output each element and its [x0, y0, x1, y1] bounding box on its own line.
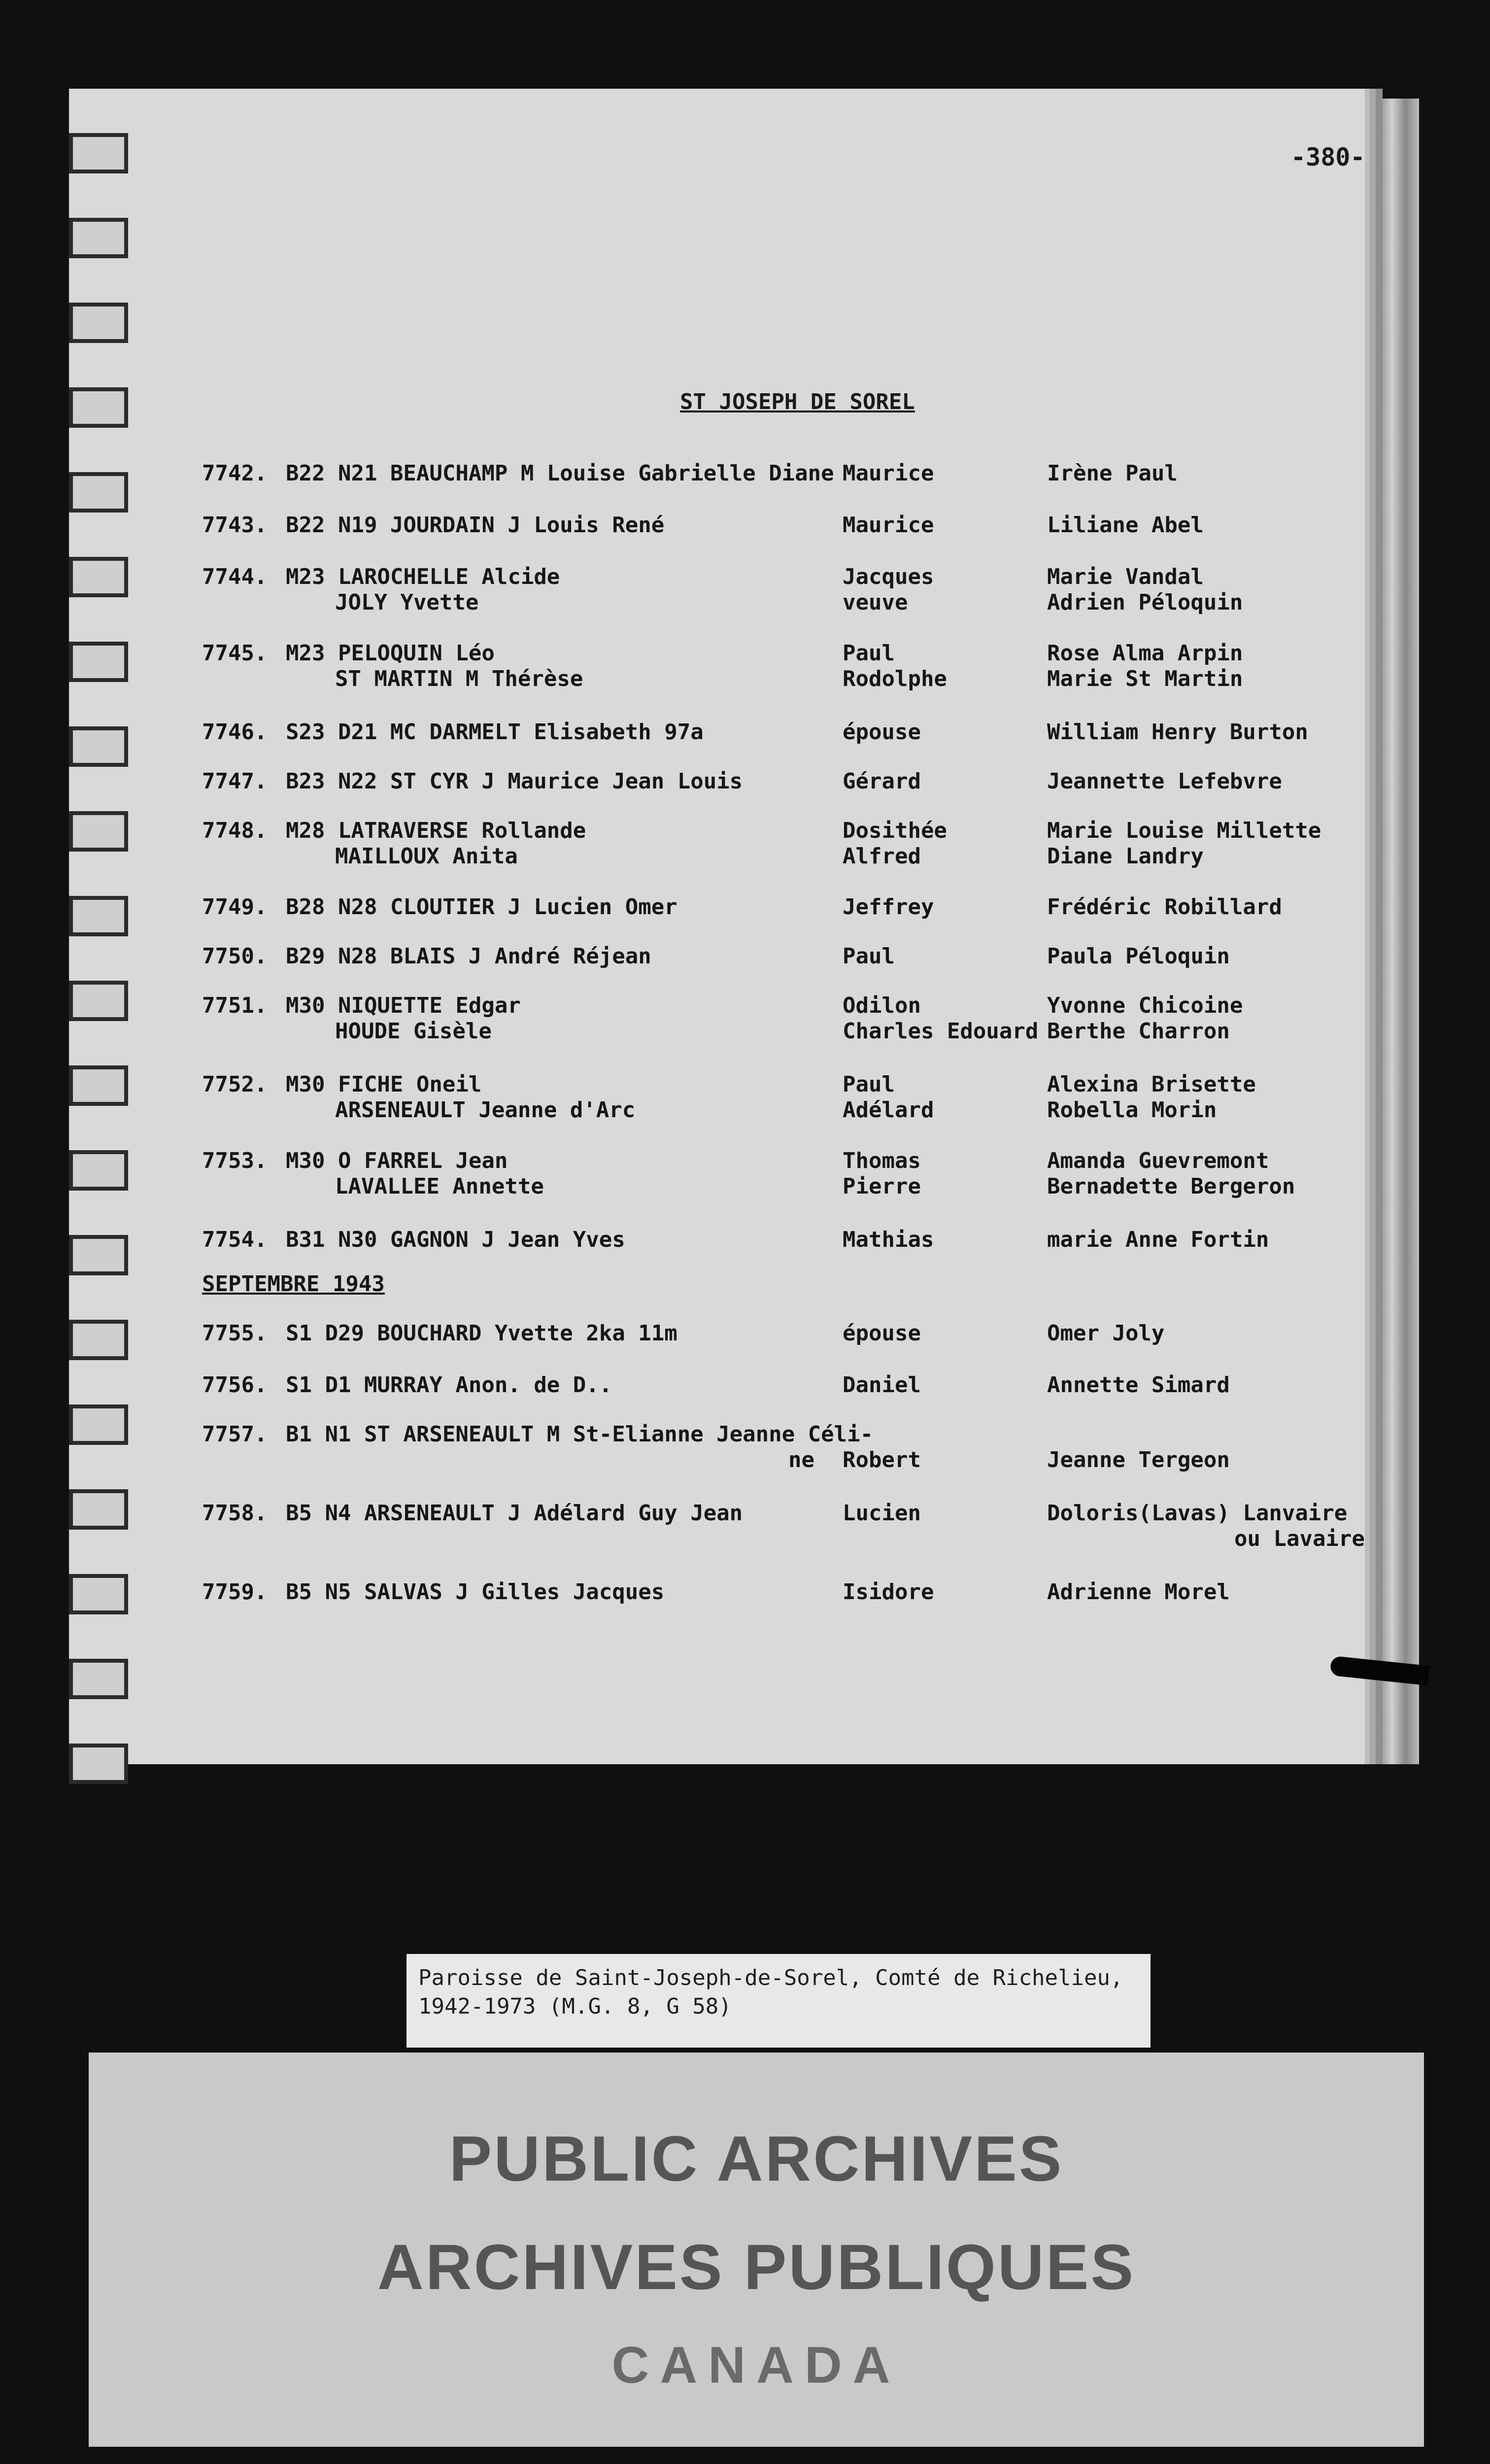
entry-number: 7751. [202, 993, 268, 1018]
entry-mother: Frédéric Robillard [1047, 894, 1282, 920]
entry-father: Maurice [843, 513, 934, 538]
entry-record: M23 LAROCHELLE Alcide [286, 564, 560, 589]
entry-number: 7743. [202, 513, 268, 538]
binder-ring [69, 642, 128, 682]
entry-mother: Rose Alma Arpin [1047, 641, 1243, 666]
entry-record: B28 N28 CLOUTIER J Lucien Omer [286, 894, 677, 920]
entry-number: 7750. [202, 944, 268, 969]
entry-father: Paul [843, 944, 895, 969]
entry-father: Mathias [843, 1227, 934, 1252]
entry-mother-line2: Diane Landry [1047, 844, 1204, 869]
entry-father: Thomas [843, 1148, 921, 1173]
entry-record-line2: LAVALLEE Annette [335, 1174, 544, 1199]
binder-ring [69, 1404, 128, 1445]
entry-record: B23 N22 ST CYR J Maurice Jean Louis [286, 769, 743, 794]
entry-record: B31 N30 GAGNON J Jean Yves [286, 1227, 625, 1252]
entry-record: M23 PELOQUIN Léo [286, 641, 495, 666]
binder-ring [69, 1320, 128, 1360]
entry-record: S1 D1 MURRAY Anon. de D.. [286, 1372, 612, 1398]
entry-father: Isidore [843, 1579, 934, 1605]
binder-ring [69, 557, 128, 597]
month-heading: SEPTEMBRE 1943 [202, 1271, 385, 1297]
entry-record: B1 N1 ST ARSENEAULT M St-Elianne Jeanne Céli- [286, 1422, 874, 1447]
binder-ring [69, 726, 128, 767]
entry-number: 7759. [202, 1579, 268, 1605]
binder-ring [69, 1574, 128, 1614]
entry-record: S1 D29 BOUCHARD Yvette 2ka 11m [286, 1321, 677, 1346]
binder-ring [69, 1065, 128, 1106]
entry-mother: Marie Louise Millette [1047, 818, 1321, 843]
archive-country: CANADA [611, 2336, 901, 2394]
entry-father: Maurice [843, 461, 934, 486]
binder-ring [69, 1235, 128, 1275]
catalog-label [406, 1954, 1151, 2048]
entry-mother: marie Anne Fortin [1047, 1227, 1269, 1252]
entry-mother: Yvonne Chicoine [1047, 993, 1243, 1018]
binder-ring [69, 1150, 128, 1191]
binder-ring [69, 218, 128, 258]
entry-number: 7755. [202, 1321, 268, 1346]
entry-father: Jacques [843, 564, 934, 589]
entry-number: 7757. [202, 1422, 268, 1447]
archive-title-english: PUBLIC ARCHIVES [449, 2122, 1064, 2194]
binder-ring [69, 472, 128, 513]
entry-number: 7756. [202, 1372, 268, 1398]
entry-record: M30 FICHE Oneil [286, 1072, 482, 1097]
entry-record: B5 N5 SALVAS J Gilles Jacques [286, 1579, 665, 1605]
page-stack-edge [1365, 99, 1419, 1764]
entry-mother: Annette Simard [1047, 1372, 1230, 1398]
entry-mother: Irène Paul [1047, 461, 1178, 486]
archive-card [89, 2053, 1424, 2447]
binder-ring [69, 981, 128, 1021]
binder-ring [69, 1489, 128, 1530]
entry-record: B22 N21 BEAUCHAMP M Louise Gabrielle Diane [286, 461, 834, 486]
entry-number: 7746. [202, 719, 268, 745]
entry-record: B22 N19 JOURDAIN J Louis René [286, 513, 665, 538]
binder-ring [69, 896, 128, 936]
catalog-line-1: Paroisse de Saint-Joseph-de-Sorel, Comté de Richelieu, [418, 1965, 1123, 1990]
entry-record: B29 N28 BLAIS J André Réjean [286, 944, 651, 969]
entry-father: épouse [843, 719, 921, 745]
entry-father: Dosithée [843, 818, 947, 843]
entry-father: Jeffrey [843, 894, 934, 920]
entry-father: Gérard [843, 769, 921, 794]
entry-mother: Marie Vandal [1047, 564, 1204, 589]
entry-mother: Jeannette Lefebvre [1047, 769, 1282, 794]
entry-number: 7744. [202, 564, 268, 589]
entry-record: M30 O FARREL Jean [286, 1148, 508, 1173]
entry-father-line2: Pierre [843, 1174, 921, 1199]
entry-record: S23 D21 MC DARMELT Elisabeth 97a [286, 719, 704, 745]
entry-record-line2: ST MARTIN M Thérèse [335, 666, 583, 691]
entry-father: épouse [843, 1321, 921, 1346]
entry-mother: Doloris(Lavas) Lanvaire [1047, 1501, 1348, 1526]
entry-father-line2: Adélard [843, 1097, 934, 1123]
entry-father: Odilon [843, 993, 921, 1018]
entry-father-line2: Rodolphe [843, 666, 947, 691]
entry-record: M30 NIQUETTE Edgar [286, 993, 521, 1018]
entry-number: 7745. [202, 641, 268, 666]
entry-record-line2: ARSENEAULT Jeanne d'Arc [335, 1097, 636, 1123]
entry-mother-line2: Jeanne Tergeon [1047, 1447, 1230, 1472]
entry-number: 7748. [202, 818, 268, 843]
entry-mother: Paula Péloquin [1047, 944, 1230, 969]
entry-mother: Amanda Guevremont [1047, 1148, 1269, 1173]
binder-ring [69, 1744, 128, 1784]
entry-mother-line2: Marie St Martin [1047, 666, 1243, 691]
entry-mother: Alexina Brisette [1047, 1072, 1256, 1097]
catalog-line-2: 1942-1973 (M.G. 8, G 58) [418, 1994, 732, 2019]
entry-mother: Omer Joly [1047, 1321, 1165, 1346]
entry-father-line2: veuve [843, 590, 908, 615]
binder-ring [69, 1659, 128, 1699]
entry-number: 7742. [202, 461, 268, 486]
binder-ring [69, 811, 128, 852]
entry-number: 7753. [202, 1148, 268, 1173]
entry-number: 7758. [202, 1501, 268, 1526]
entry-mother-line2: Bernadette Bergeron [1047, 1174, 1295, 1199]
entry-record-line2: ne [788, 1447, 814, 1472]
entry-record-line2: MAILLOUX Anita [335, 844, 518, 869]
entry-father-line2: Charles Edouard [843, 1019, 1039, 1044]
entry-record: B5 N4 ARSENEAULT J Adélard Guy Jean [286, 1501, 743, 1526]
entry-father: Paul [843, 641, 895, 666]
entry-mother-line2: Adrien Péloquin [1047, 590, 1243, 615]
entry-number: 7749. [202, 894, 268, 920]
entry-number: 7754. [202, 1227, 268, 1252]
entry-mother: William Henry Burton [1047, 719, 1308, 745]
entry-record-line2: JOLY Yvette [335, 590, 479, 615]
entry-number: 7752. [202, 1072, 268, 1097]
binder-ring [69, 303, 128, 343]
entry-father-line2: Robert [843, 1447, 921, 1472]
entry-father: Lucien [843, 1501, 921, 1526]
parish-title: ST JOSEPH DE SOREL [680, 389, 915, 414]
page-number: -380- [1291, 143, 1365, 171]
entry-father: Paul [843, 1072, 895, 1097]
entry-mother-line2: Berthe Charron [1047, 1019, 1230, 1044]
entry-record: M28 LATRAVERSE Rollande [286, 818, 586, 843]
entry-mother-line2: Robella Morin [1047, 1097, 1217, 1123]
archive-title-french: ARCHIVES PUBLIQUES [377, 2231, 1136, 2303]
entry-number: 7747. [202, 769, 268, 794]
entry-father: Daniel [843, 1372, 921, 1398]
binder-ring [69, 133, 128, 173]
entry-mother: Liliane Abel [1047, 513, 1204, 538]
entry-mother-line2: ou Lavaire [1234, 1526, 1365, 1551]
entry-mother: Adrienne Morel [1047, 1579, 1230, 1605]
entry-father-line2: Alfred [843, 844, 921, 869]
binder-ring [69, 387, 128, 428]
entry-record-line2: HOUDE Gisèle [335, 1019, 492, 1044]
